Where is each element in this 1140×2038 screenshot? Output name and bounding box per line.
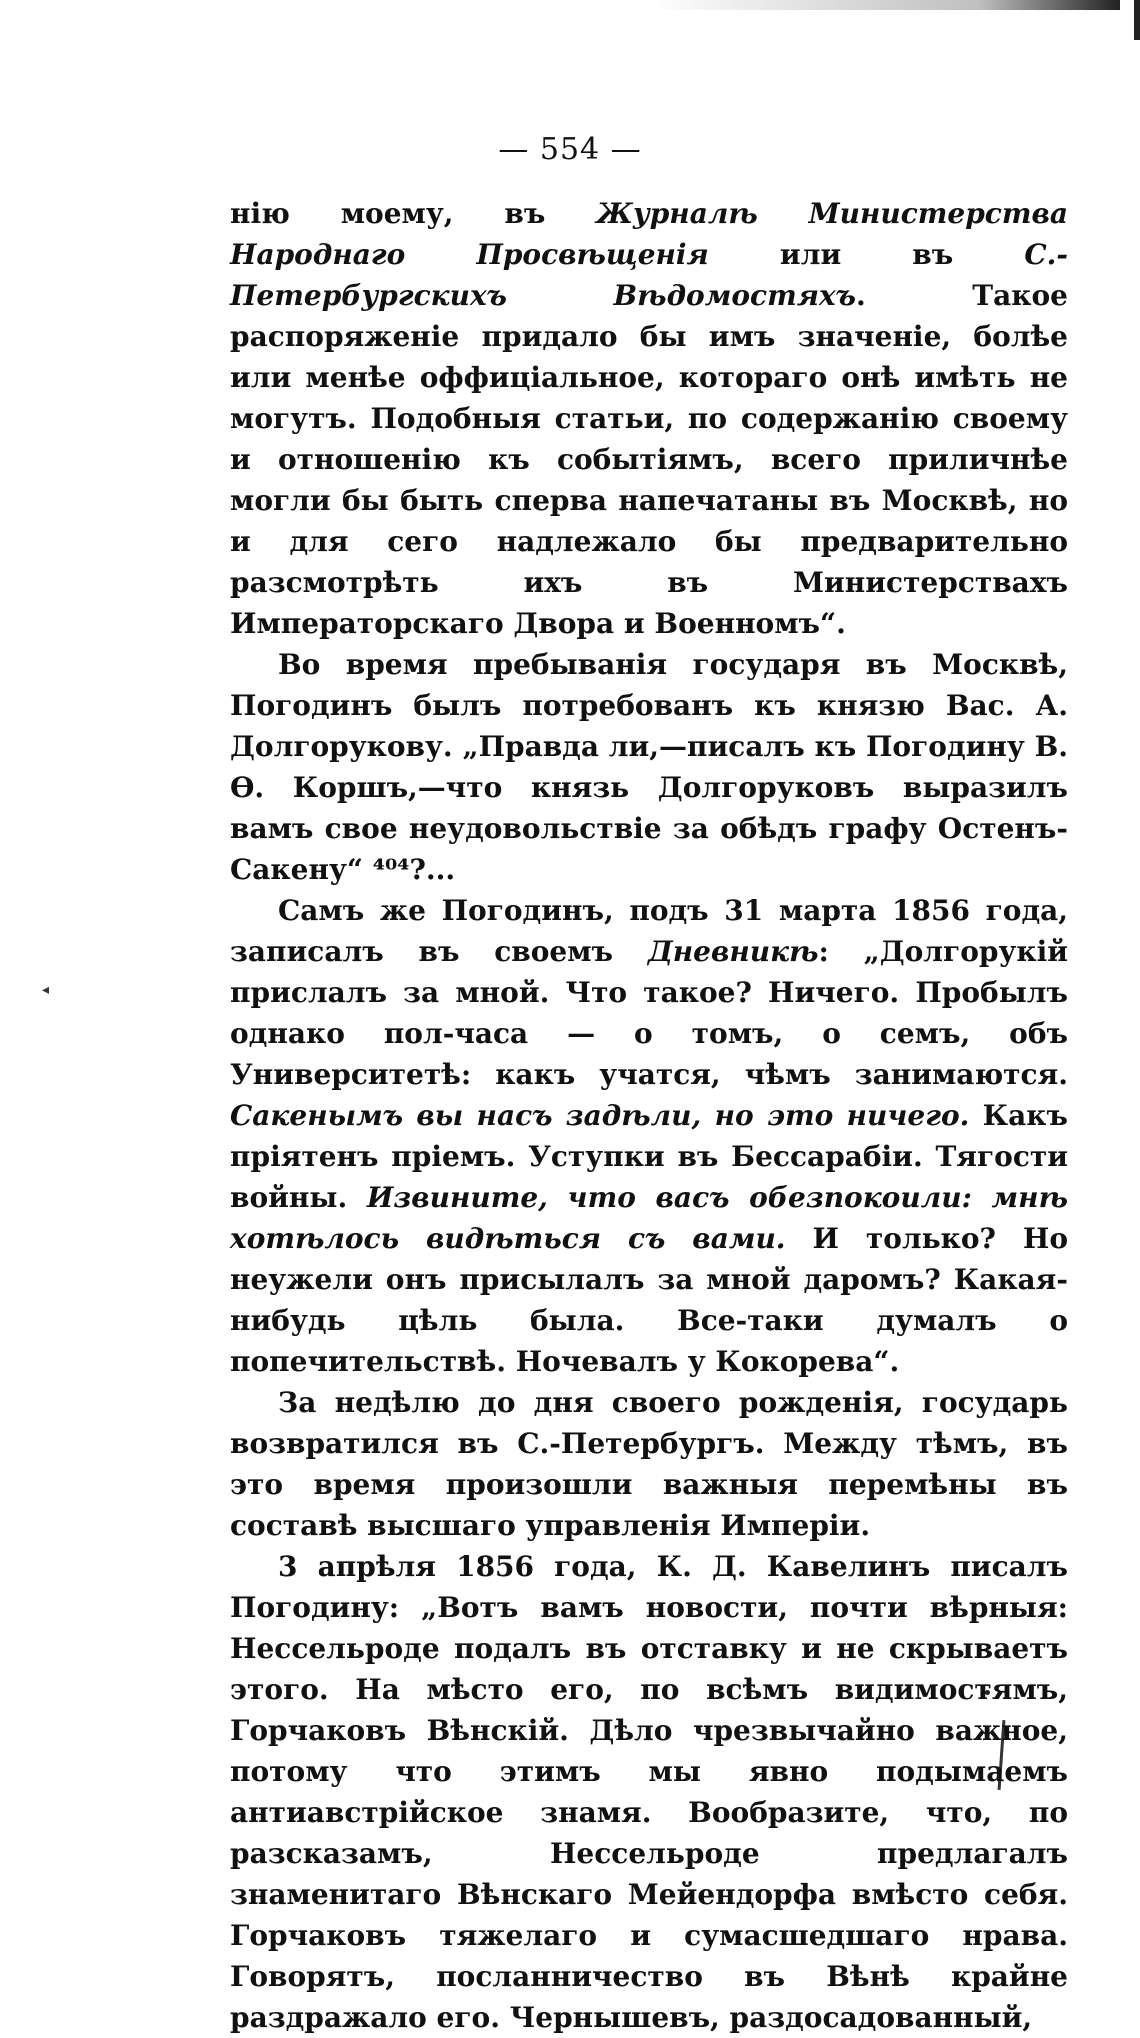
text-segment: : „Долгорукій прислалъ за мной. Что такое? Ничего. Пробылъ однако пол-часа — о томъ, о семъ, объ Университетѣ: какъ учатся, чѣмъ занимаются. — [230, 935, 1068, 1091]
text-segment: 3 апрѣля 1856 года, К. Д. Кавелинъ писалъ Погодину: „Вотъ вамъ новости, почти вѣрныя: Нессельроде подалъ въ отставку и не скрываетъ этого. На мѣсто его, по всѣмъ видимостямъ, Горчаковъ Вѣнскій. Дѣло чрезвычайно важное, потому что этимъ мы явно подымаемъ антиавстрійское знамя. Вообразите, что, по разсказамъ, Нессельроде предлагалъ знаменитаго Вѣнскаго Мейендорфа вмѣсто себя. Горчаковъ тяжелаго и сумасшедшаго нрава. Говорятъ, посланничество въ Вѣнѣ крайне раздражало его. Чернышевъ, раздосадованный, — [230, 1550, 1068, 2034]
text-segment-italic: С.-Петербургскихъ Вѣдомостяхъ — [230, 238, 1068, 312]
text-segment-italic: Сакенымъ вы насъ задѣли, но это ничего. — [230, 1099, 970, 1132]
paragraph — [230, 1382, 1068, 1546]
text-segment: или въ — [708, 238, 1025, 271]
text-segment-italic: Извините, что васъ обезпокоили: мнѣ хотѣлось видѣться съ вами. — [230, 1181, 1068, 1255]
text-segment: Самъ же Погодинъ, подъ 31 марта 1856 года, записалъ въ своемъ — [230, 894, 1068, 968]
paragraph — [230, 890, 1068, 1382]
text-segment: нію моему, въ — [230, 197, 597, 230]
text-segment: И только? Но неужели онъ присылалъ за мной даромъ? Какая-нибудь цѣль была. Все-таки думалъ о попечительствѣ. Ночевалъ у Кокорева“. — [230, 1222, 1068, 1378]
text-segment: Какъ пріятенъ пріемъ. Уступки въ Бессарабіи. Тягости войны. — [230, 1099, 1068, 1214]
scan-edge-shadow — [650, 0, 1120, 10]
page-number: — 554 — — [498, 132, 642, 167]
text-segment: Во время пребыванія государя въ Москвѣ, Погодинъ былъ потребованъ къ князю Вас. А. Долгорукову. „Правда ли,—писалъ къ Погодину В. Ѳ. Коршъ,—что князь Долгоруковъ выразилъ вамъ свое неудовольствіе за обѣдъ графу Остенъ-Сакену“ ⁴⁰⁴?... — [230, 648, 1068, 886]
paragraph — [230, 193, 1068, 644]
text-segment: За недѣлю до дня своего рожденія, государь возвратился въ С.-Петербургъ. Между тѣмъ, въ это время произошли важныя перемѣны въ составѣ высшаго управленія Имперіи. — [230, 1386, 1068, 1542]
text-segment: . Такое распоряженіе придало бы имъ значеніе, болѣе или менѣе оффиціальное, котораго онѣ имѣть не могутъ. Подобныя статьи, по содержанію своему и отношенію къ событіямъ, всего приличнѣе могли бы быть сперва напечатаны въ Москвѣ, но и для сего надлежало бы предварительно разсмотрѣть ихъ въ Министерствахъ Императорскаго Двора и Военномъ“. — [230, 279, 1068, 640]
text-segment-italic: Журналѣ Министерства Народнаго Просвѣщенія — [230, 197, 1068, 271]
paragraph — [230, 1546, 1068, 2038]
scan-edge-mark — [1134, 0, 1140, 40]
page-body — [230, 193, 1068, 2038]
margin-mark: ◂ — [42, 982, 50, 998]
text-segment-italic: Дневникѣ — [647, 935, 819, 968]
paragraph — [230, 644, 1068, 890]
